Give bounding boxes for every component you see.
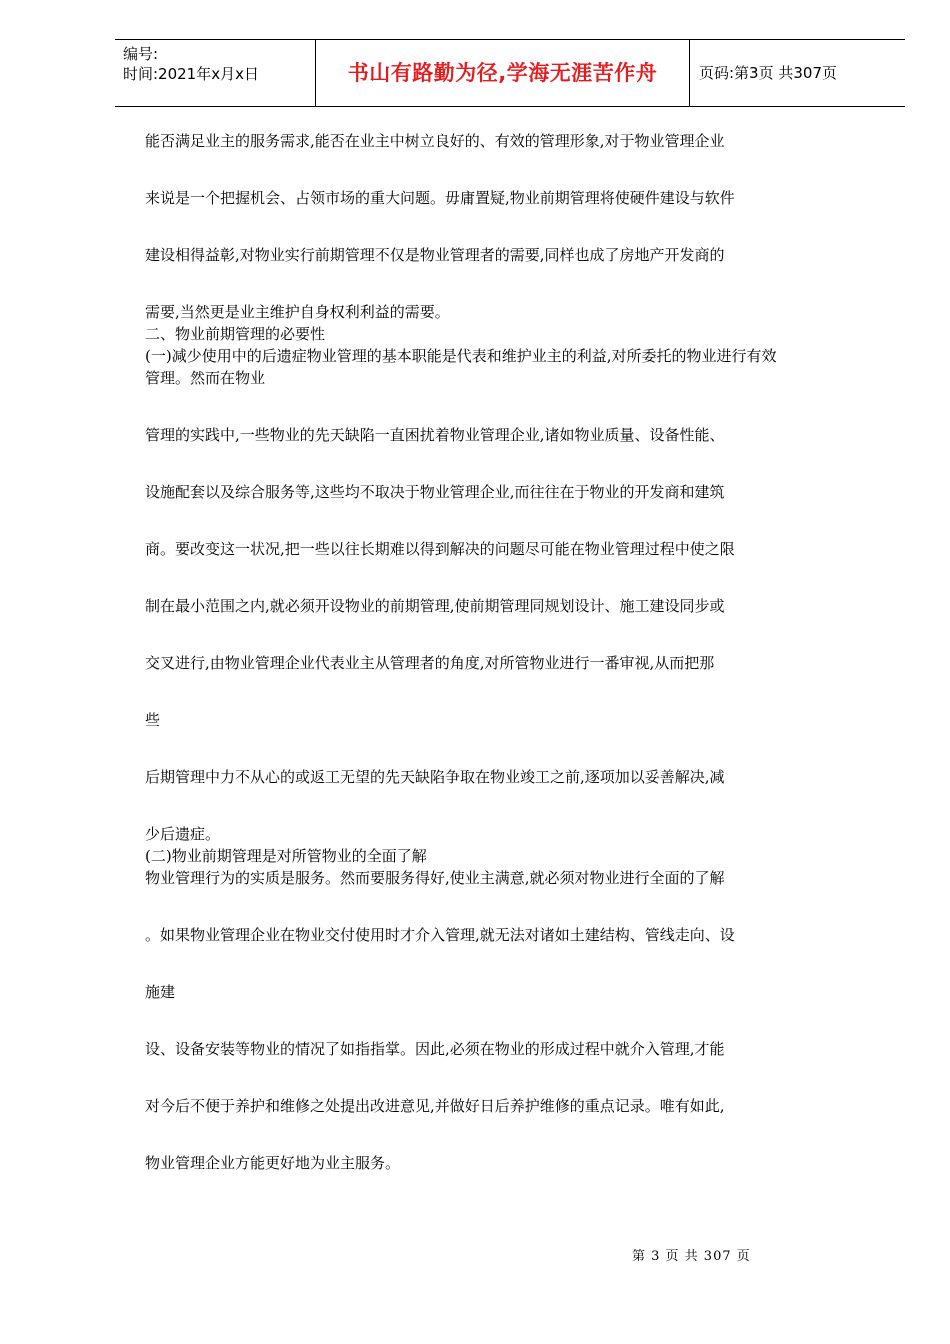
- header-page-info: 页码:第3页 共307页: [699, 64, 837, 82]
- text-line: 后期管理中力不从心的或返工无望的先天缺陷争取在物业竣工之前,逐项加以妥善解决,减: [145, 768, 725, 786]
- text-line: 对今后不便于养护和维修之处提出改进意见,并做好日后养护维修的重点记录。唯有如此,: [145, 1097, 725, 1115]
- text-line: 少后遗症。: [145, 825, 221, 843]
- text-line: 交叉进行,由物业管理企业代表业主从管理者的角度,对所管物业进行一番审视,从而把那: [145, 654, 715, 672]
- text-line: 商。要改变这一状况,把一些以往长期难以得到解决的问题尽可能在物业管理过程中使之限: [145, 540, 735, 558]
- header-motto: 书山有路勤为径,学海无涯苦作舟: [347, 61, 658, 85]
- page-footer: 第 3 页 共 307 页: [632, 1249, 751, 1264]
- text-line: 需要,当然更是业主维护自身权利利益的需要。: [145, 303, 450, 321]
- text-line: 物业管理企业方能更好地为业主服务。: [145, 1154, 401, 1172]
- text-line: 设、设备安装等物业的情况了如指指掌。因此,必须在物业的形成过程中就介入管理,才能: [145, 1040, 725, 1058]
- text-line: 施建: [145, 983, 176, 1001]
- text-line: 能否满足业主的服务需求,能否在业主中树立良好的、有效的管理形象,对于物业管理企业: [145, 132, 725, 150]
- text-line: 来说是一个把握机会、占领市场的重大问题。毋庸置疑,物业前期管理将使硬件建设与软件: [145, 189, 735, 207]
- text-line: 物业管理行为的实质是服务。然而要服务得好,使业主满意,就必须对物业进行全面的了解: [145, 869, 725, 887]
- subsection-heading: (一)减少使用中的后遗症物业管理的基本职能是代表和维护业主的利益,对所委托的物业进行有效: [145, 347, 777, 365]
- document-number-label: 编号:: [123, 45, 159, 63]
- text-line: 建设相得益彰,对物业实行前期管理不仅是物业管理者的需要,同样也成了房地产开发商的: [145, 246, 725, 264]
- text-line: 。如果物业管理企业在物业交付使用时才介入管理,就无法对诸如土建结构、管线走向、设: [145, 926, 735, 944]
- document-body: [145, 130, 885, 1174]
- subsection-heading: (二)物业前期管理是对所管物业的全面了解: [145, 847, 427, 865]
- text-line: 些: [145, 711, 161, 729]
- text-line: 制在最小范围之内,就必须开设物业的前期管理,使前期管理同规划设计、施工建设同步或: [145, 597, 725, 615]
- header-divider: [689, 40, 690, 107]
- document-time: 时间:2021年x月x日: [123, 65, 259, 83]
- page-header: [115, 39, 905, 107]
- text-line: 管理。然而在物业: [145, 369, 266, 387]
- text-line: 管理的实践中,一些物业的先天缺陷一直困扰着物业管理企业,诸如物业质量、设备性能、: [145, 426, 725, 444]
- text-line: 设施配套以及综合服务等,这些均不取决于物业管理企业,而往往在于物业的开发商和建筑: [145, 483, 725, 501]
- section-heading: 二、物业前期管理的必要性: [145, 325, 326, 343]
- header-meta: [123, 44, 259, 84]
